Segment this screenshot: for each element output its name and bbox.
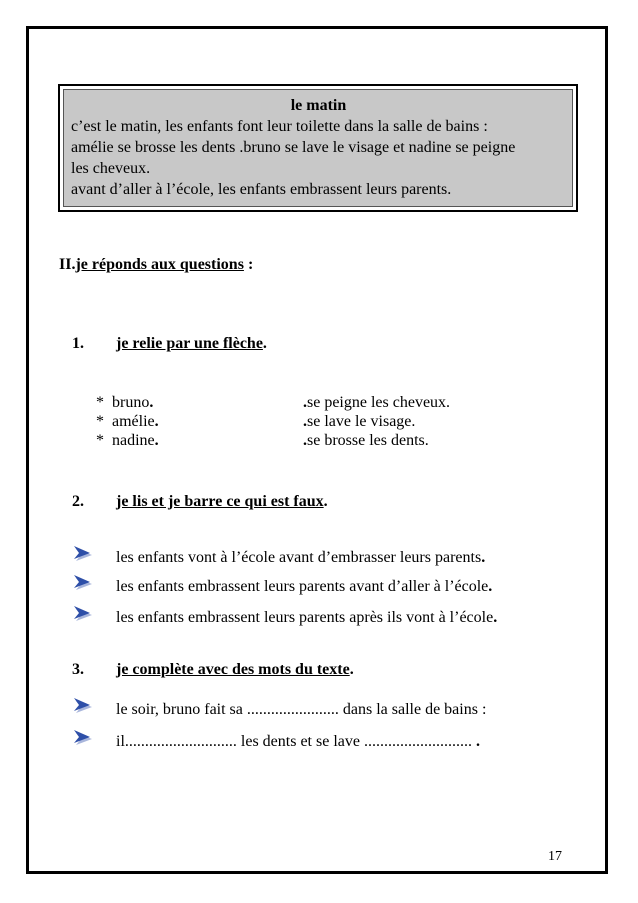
section-suffix: :: [243, 256, 254, 273]
page-number: 17: [548, 849, 562, 864]
reading-title: le matin: [290, 97, 347, 114]
right-item-dot: .: [303, 432, 307, 449]
right-item-text: se brosse les dents.: [307, 432, 429, 449]
q2-title: je lis et je barre ce qui est faux: [116, 493, 324, 510]
section-heading: [59, 256, 253, 274]
fill-in-text: il............................ les dents et se lave ...........................: [116, 733, 476, 750]
left-item-text: nadine: [112, 432, 155, 449]
statement-dot: .: [481, 549, 486, 566]
bullet-star: *: [96, 413, 104, 430]
statement-text: les enfants vont à l’école avant d’embrasser leurs parents: [116, 549, 482, 566]
chevron-right-icon: [72, 574, 94, 592]
q1-right-item: [303, 413, 415, 431]
statement-text: les enfants embrassent leurs parents avant d’aller à l’école: [116, 578, 489, 595]
left-item-dot: .: [149, 394, 154, 411]
q1-suffix: .: [262, 335, 267, 352]
q1-right-item: [303, 394, 450, 412]
q3-number: 3.: [72, 661, 84, 678]
chevron-right-icon: [72, 605, 94, 623]
reading-line-2: amélie se brosse les dents .bruno se lave le visage et nadine se peigne: [71, 139, 516, 156]
q1-left-item: [96, 413, 159, 431]
section-numeral: II.: [59, 256, 76, 273]
q3-fill-in: [116, 733, 480, 751]
statement-dot: .: [488, 578, 493, 595]
left-item-text: bruno: [112, 394, 150, 411]
left-item-text: amélie: [112, 413, 155, 430]
left-item-dot: .: [154, 413, 159, 430]
chevron-right-icon: [72, 729, 94, 747]
reading-text-box: [58, 84, 578, 212]
q2-statement: [116, 578, 492, 596]
q1-title: je relie par une flèche: [116, 335, 263, 352]
q2-suffix: .: [323, 493, 328, 510]
q2-statement: [116, 549, 485, 567]
bullet-star: *: [96, 394, 104, 411]
reading-line-4: avant d’aller à l’école, les enfants embrassent leurs parents.: [71, 181, 452, 198]
reading-line-3: les cheveux.: [71, 160, 151, 177]
reading-text-box-inner: [63, 89, 573, 207]
q3-heading: [116, 661, 354, 679]
statement-text: les enfants embrassent leurs parents après ils vont à l’école: [116, 609, 494, 626]
reading-line-1: c’est le matin, les enfants font leur toilette dans la salle de bains :: [71, 118, 488, 135]
q3-suffix: .: [349, 661, 354, 678]
bullet-star: *: [96, 432, 104, 449]
section-title: je réponds aux questions: [75, 256, 244, 273]
chevron-right-icon: [72, 697, 94, 715]
right-item-text: se lave le visage.: [307, 413, 416, 430]
chevron-right-icon: [72, 545, 94, 563]
q1-left-item: [96, 394, 153, 412]
q3-title: je complète avec des mots du texte: [116, 661, 350, 678]
left-item-dot: .: [154, 432, 159, 449]
q1-heading: [116, 335, 267, 353]
q1-number: 1.: [72, 335, 84, 352]
q1-left-item: [96, 432, 159, 450]
q1-right-item: [303, 432, 429, 450]
right-item-text: se peigne les cheveux.: [307, 394, 451, 411]
q3-fill-in: [116, 701, 486, 719]
right-item-dot: .: [303, 394, 307, 411]
fill-in-dot: .: [475, 733, 480, 750]
q2-number: 2.: [72, 493, 84, 510]
fill-in-text: le soir, bruno fait sa ....................... dans la salle de bains :: [116, 701, 487, 718]
statement-dot: .: [493, 609, 498, 626]
q2-heading: [116, 493, 328, 511]
right-item-dot: .: [303, 413, 307, 430]
q2-statement: [116, 609, 497, 627]
